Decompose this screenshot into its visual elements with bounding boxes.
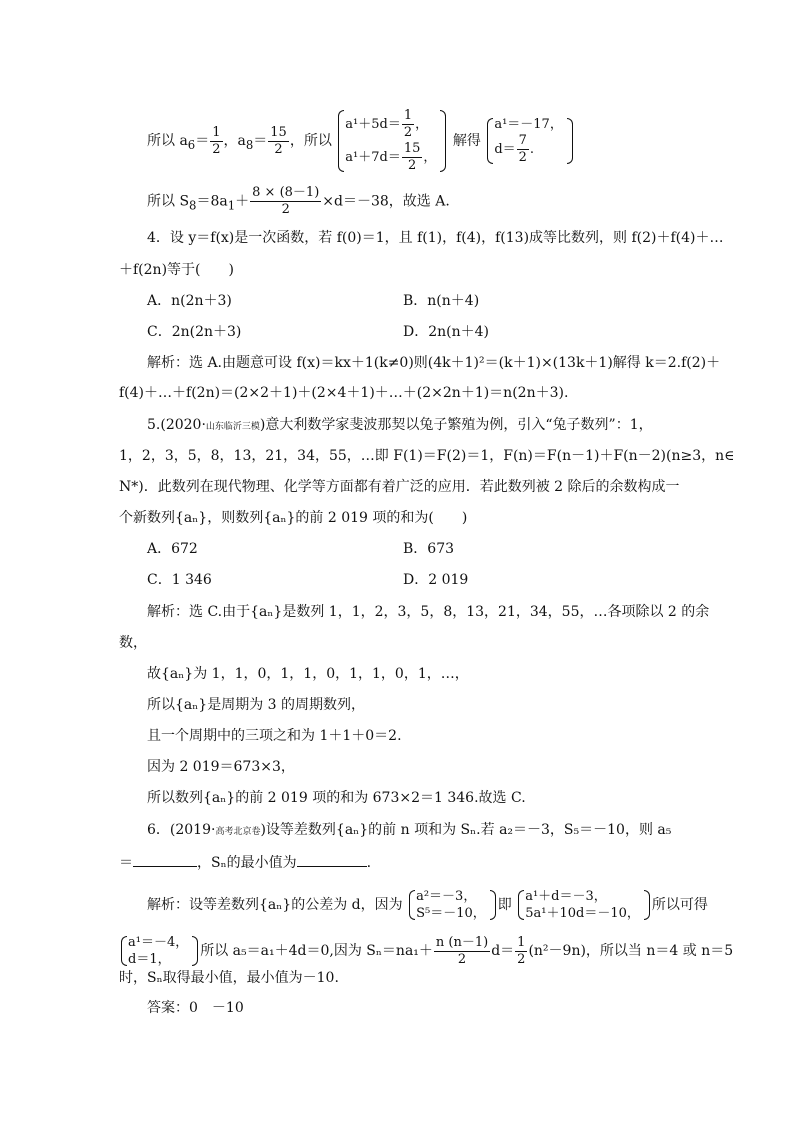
solution-line-1 bbox=[147, 108, 575, 174]
denominator: 2 bbox=[212, 141, 221, 157]
text-span: ， bbox=[415, 117, 429, 132]
subscript: 8 bbox=[245, 137, 254, 152]
question-6-solution-3: 时，Sₙ取得最小值，最小值为－10. bbox=[119, 970, 339, 986]
question-5-solution-3: 故{aₙ}为 1，1，0，1，1，0，1，1，0，1，…， bbox=[147, 666, 469, 682]
text-span: ＝8a bbox=[196, 193, 228, 210]
question-5-option-d: D．2 019 bbox=[403, 572, 469, 588]
subscript: 8 bbox=[189, 198, 197, 213]
text-span: 5.(2020· bbox=[147, 417, 206, 433]
question-6-solution-1 bbox=[147, 888, 708, 922]
text-span: 解析：设等差数列{aₙ}的公差为 d，因为 bbox=[147, 897, 403, 913]
equation-system-4 bbox=[518, 888, 650, 922]
text-span: ，a bbox=[223, 133, 246, 149]
numerator: 8 × (8－1) bbox=[252, 185, 320, 200]
fraction bbox=[402, 141, 423, 174]
system-row: a¹＋d＝－3， bbox=[525, 889, 607, 904]
question-5-stem-2: 1，2，3，5，8，13，21，34，55，…即 F(1)＝F(2)＝1，F(n)＝F(n－1)＋F(n－2)(n≥3，n∈ bbox=[119, 448, 735, 464]
question-4-option-c: C．2n(2n＋3) bbox=[147, 324, 242, 340]
fraction-15-2 bbox=[268, 125, 289, 158]
text-span: . bbox=[366, 855, 372, 871]
answer-blank-1 bbox=[133, 852, 197, 867]
text-span: a¹＋5d＝ bbox=[345, 117, 401, 132]
text-span: 所以 a bbox=[147, 133, 188, 149]
fraction-n-n-1 bbox=[434, 935, 490, 968]
text-span: 6．(2019· bbox=[147, 822, 216, 838]
system-row: d＝1， bbox=[128, 952, 171, 967]
text-span: ，Sₙ的最小值为 bbox=[197, 855, 297, 871]
numerator: 7 bbox=[518, 133, 527, 148]
subscript: 6 bbox=[187, 137, 196, 152]
numerator: n (n－1) bbox=[435, 934, 489, 950]
denominator: 2 bbox=[274, 141, 283, 157]
numerator: 1 bbox=[517, 934, 526, 950]
question-5-solution-1: 解析：选 C.由于{aₙ}是数列 1，1，2，3，5，8，13，21，34，55，…各项除以 2 的余 bbox=[147, 604, 710, 620]
question-5-stem-4: 个新数列{aₙ}，则数列{aₙ}的前 2 019 项的和为( ) bbox=[119, 510, 468, 526]
text-span: ×d＝－38，故选 A. bbox=[322, 193, 450, 210]
denominator: 2 bbox=[281, 202, 290, 217]
equation-system-2 bbox=[487, 116, 573, 166]
text-span: ＋ bbox=[235, 193, 250, 210]
text-span: a¹＋7d＝ bbox=[345, 150, 401, 165]
question-5-stem-3: N*)．此数列在现代物理、化学等方面都有着广泛的应用．若此数列被 2 除后的余数构成一 bbox=[119, 479, 680, 495]
text-span: )设等差数列{aₙ}的前 n 项和为 Sₙ.若 a₂＝－3，S₅＝－10，则 a₅ bbox=[260, 822, 672, 838]
numerator: 1 bbox=[212, 124, 221, 140]
question-5-solution-4: 所以{aₙ}是周期为 3 的周期数列， bbox=[147, 697, 366, 713]
source-tag: 山东临沂三模 bbox=[205, 422, 260, 432]
text-span: . bbox=[529, 142, 535, 157]
text-span: (n²－9n)，所以当 n＝4 或 n＝5 bbox=[528, 943, 734, 959]
subscript: 1 bbox=[227, 198, 236, 213]
fraction-sum bbox=[250, 185, 321, 218]
text-span: )意大利数学家斐波那契以兔子繁殖为例，引入“兔子数列”：1， bbox=[259, 417, 653, 433]
text-span: d＝ bbox=[491, 943, 515, 959]
answer-blank-2 bbox=[297, 852, 367, 867]
text-span: 所以 S bbox=[147, 193, 190, 210]
question-5-solution-2: 数， bbox=[119, 635, 147, 651]
text-span: ＝ bbox=[253, 133, 268, 149]
question-5-option-a: A．672 bbox=[147, 541, 198, 557]
denominator: 2 bbox=[407, 158, 417, 173]
denominator: 2 bbox=[457, 951, 467, 967]
question-4-option-d: D．2n(n＋4) bbox=[403, 324, 489, 340]
text-span: 即 bbox=[497, 897, 512, 913]
text-span: 解得 bbox=[452, 133, 481, 149]
fraction bbox=[402, 108, 414, 141]
question-5-stem bbox=[147, 415, 653, 437]
question-4-solution-2: f(4)＋…＋f(2n)＝(2×2＋1)＋(2×4＋1)＋…＋(2×2n＋1)＝n(2n＋3). bbox=[119, 385, 569, 401]
numerator: 1 bbox=[403, 108, 413, 123]
question-4-stem-cont: ＋f(2n)等于( ) bbox=[119, 262, 234, 278]
denominator: 2 bbox=[518, 150, 527, 165]
fraction-1-2 bbox=[210, 125, 222, 158]
text-span: d＝ bbox=[494, 142, 516, 157]
question-6-stem bbox=[147, 820, 671, 842]
numerator: 15 bbox=[270, 124, 287, 140]
answer-line: 答案：0 －10 bbox=[147, 1000, 244, 1016]
system-row: 5a¹＋10d＝－10， bbox=[525, 906, 640, 921]
question-6-stem-2 bbox=[119, 852, 371, 873]
equation-system-3 bbox=[409, 888, 496, 922]
text-span: 所以可得 bbox=[651, 897, 708, 913]
numerator: 15 bbox=[403, 141, 421, 156]
system-row bbox=[345, 141, 436, 174]
system-row bbox=[345, 108, 436, 141]
question-5-solution-6: 因为 2 019＝673×3， bbox=[147, 759, 295, 775]
fraction bbox=[517, 133, 529, 166]
question-4-stem: 4．设 y＝f(x)是一次函数，若 f(0)＝1，且 f(1)，f(4)，f(13)成等比数列，则 f(2)＋f(4)＋… bbox=[147, 230, 724, 246]
equation-system-5 bbox=[121, 934, 198, 968]
question-6-solution-2 bbox=[119, 934, 733, 968]
fraction-1-2 bbox=[515, 935, 527, 968]
equation-system-1 bbox=[338, 108, 446, 174]
system-row: S⁵＝－10， bbox=[416, 906, 486, 921]
text-span: 所以 a₅＝a₁＋4d＝0,因为 Sₙ＝na₁＋ bbox=[200, 943, 433, 959]
question-5-solution-5: 且一个周期中的三项之和为 1＋1＋0＝2. bbox=[147, 728, 402, 744]
text-span: ＝ bbox=[119, 855, 133, 871]
denominator: 2 bbox=[517, 951, 526, 967]
denominator: 2 bbox=[403, 125, 413, 140]
text-span: ，所以 bbox=[289, 133, 332, 149]
question-4-solution-1: 解析：选 A.由题意可设 f(x)＝kx＋1(k≠0)则(4k＋1)²＝(k＋1)×(13k＋1)解得 k＝2.f(2)＋ bbox=[147, 355, 721, 371]
question-5-option-b: B．673 bbox=[403, 541, 455, 557]
question-4-option-a: A．n(2n＋3) bbox=[147, 293, 232, 309]
system-row: a¹＝－4， bbox=[128, 935, 189, 950]
question-5-option-c: C．1 346 bbox=[147, 572, 212, 588]
solution-line-2 bbox=[147, 185, 450, 218]
source-tag: 高考北京卷 bbox=[215, 827, 261, 837]
system-row: a²＝－3， bbox=[416, 889, 477, 904]
question-4-option-b: B．n(n＋4) bbox=[403, 293, 480, 309]
question-5-solution-7: 所以数列{aₙ}的前 2 019 项的和为 673×2＝1 346.故选 C. bbox=[147, 790, 526, 806]
system-row bbox=[494, 133, 563, 166]
text-span: ， bbox=[423, 150, 437, 165]
text-span: ＝ bbox=[195, 133, 210, 149]
system-row: a¹＝－17， bbox=[494, 117, 563, 132]
